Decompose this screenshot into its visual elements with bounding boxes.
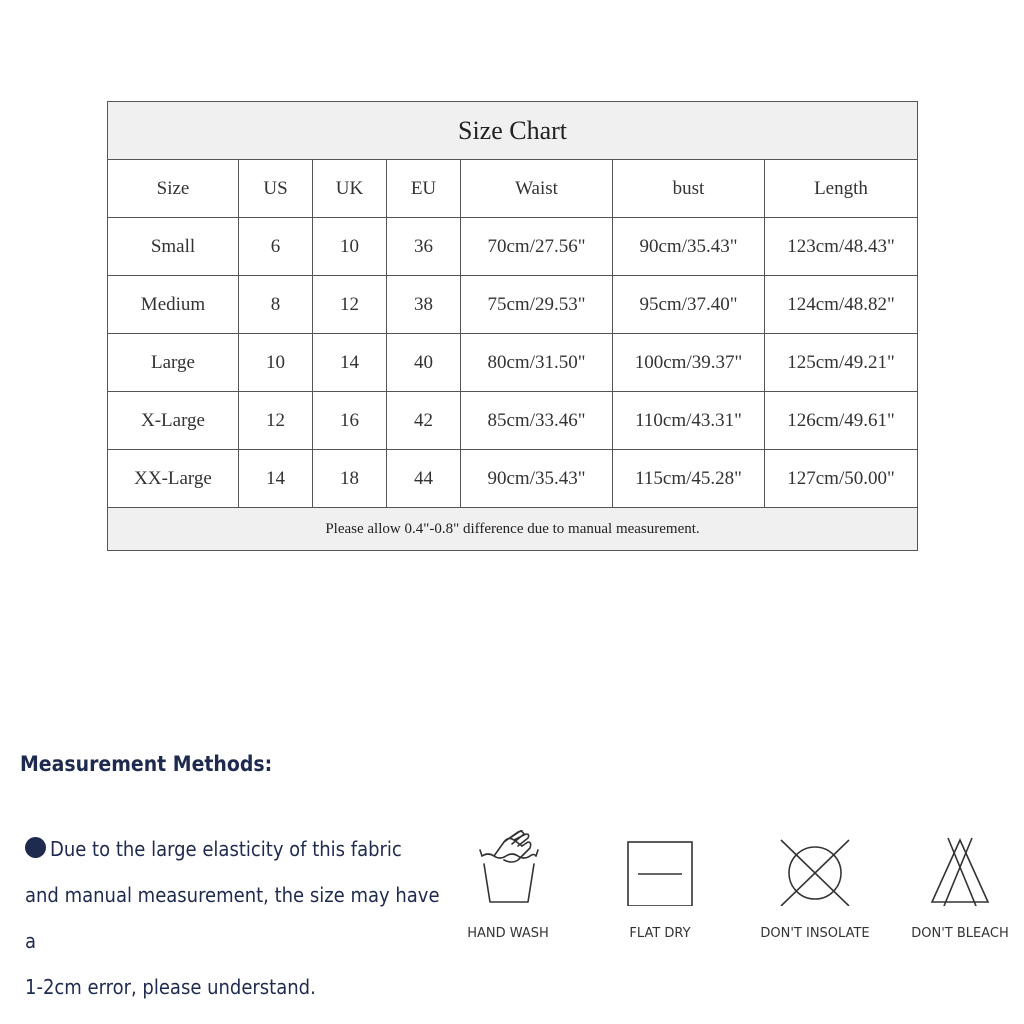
cell-bust: 90cm/35.43" <box>613 218 765 276</box>
cell-eu: 44 <box>387 450 461 508</box>
cell-waist: 80cm/31.50" <box>461 334 613 392</box>
dont-bleach-label: DON'T BLEACH <box>911 926 1009 941</box>
cell-waist: 85cm/33.46" <box>461 392 613 450</box>
table-note-row <box>108 508 918 551</box>
dont-insolate-label: DON'T INSOLATE <box>760 926 870 941</box>
measurement-line-1 <box>25 826 445 872</box>
cell-uk: 14 <box>313 334 387 392</box>
cell-size: X-Large <box>108 392 239 450</box>
cell-eu: 42 <box>387 392 461 450</box>
cell-eu: 36 <box>387 218 461 276</box>
header-bust: bust <box>613 160 765 218</box>
header-us: US <box>239 160 313 218</box>
care-dont-bleach <box>904 830 1016 941</box>
hand-wash-label: HAND WASH <box>467 926 549 941</box>
bullet-icon <box>25 837 46 858</box>
care-hand-wash <box>458 830 558 941</box>
cell-bust: 95cm/37.40" <box>613 276 765 334</box>
flat-dry-label: FLAT DRY <box>629 926 691 941</box>
size-chart-title: Size Chart <box>108 102 918 160</box>
cell-us: 10 <box>239 334 313 392</box>
cell-length: 127cm/50.00" <box>765 450 918 508</box>
cell-us: 12 <box>239 392 313 450</box>
cell-size: Large <box>108 334 239 392</box>
cell-length: 123cm/48.43" <box>765 218 918 276</box>
header-length: Length <box>765 160 918 218</box>
dont-insolate-icon <box>775 830 855 906</box>
cell-waist: 75cm/29.53" <box>461 276 613 334</box>
cell-size: XX-Large <box>108 450 239 508</box>
table-row <box>108 276 918 334</box>
measurement-line-3: 1-2cm error, please understand. <box>25 975 316 999</box>
cell-uk: 16 <box>313 392 387 450</box>
cell-length: 126cm/49.61" <box>765 392 918 450</box>
cell-waist: 90cm/35.43" <box>461 450 613 508</box>
cell-us: 6 <box>239 218 313 276</box>
header-uk: UK <box>313 160 387 218</box>
table-title-row <box>108 102 918 160</box>
cell-bust: 110cm/43.31" <box>613 392 765 450</box>
table-header-row <box>108 160 918 218</box>
flat-dry-icon <box>620 830 700 906</box>
cell-eu: 40 <box>387 334 461 392</box>
cell-bust: 100cm/39.37" <box>613 334 765 392</box>
care-dont-insolate <box>755 830 875 941</box>
cell-us: 8 <box>239 276 313 334</box>
cell-uk: 18 <box>313 450 387 508</box>
measurement-line-2: and manual measurement, the size may have a <box>25 883 440 953</box>
care-flat-dry <box>610 830 710 941</box>
cell-uk: 12 <box>313 276 387 334</box>
cell-bust: 115cm/45.28" <box>613 450 765 508</box>
header-waist: Waist <box>461 160 613 218</box>
cell-size: Small <box>108 218 239 276</box>
table-row <box>108 218 918 276</box>
measurement-note: Please allow 0.4"-0.8" difference due to manual measurement. <box>108 508 918 551</box>
cell-uk: 10 <box>313 218 387 276</box>
cell-waist: 70cm/27.56" <box>461 218 613 276</box>
table-row <box>108 450 918 508</box>
hand-wash-icon <box>468 830 548 906</box>
measurement-line-1-text: Due to the large elasticity of this fabric <box>50 837 402 861</box>
table-row <box>108 392 918 450</box>
table-row <box>108 334 918 392</box>
cell-length: 124cm/48.82" <box>765 276 918 334</box>
header-size: Size <box>108 160 239 218</box>
dont-bleach-icon <box>920 830 1000 906</box>
measurement-methods-title: Measurement Methods: <box>20 752 273 776</box>
header-eu: EU <box>387 160 461 218</box>
cell-eu: 38 <box>387 276 461 334</box>
measurement-methods-text <box>25 826 445 1010</box>
cell-length: 125cm/49.21" <box>765 334 918 392</box>
cell-us: 14 <box>239 450 313 508</box>
cell-size: Medium <box>108 276 239 334</box>
size-chart-table <box>107 101 918 551</box>
